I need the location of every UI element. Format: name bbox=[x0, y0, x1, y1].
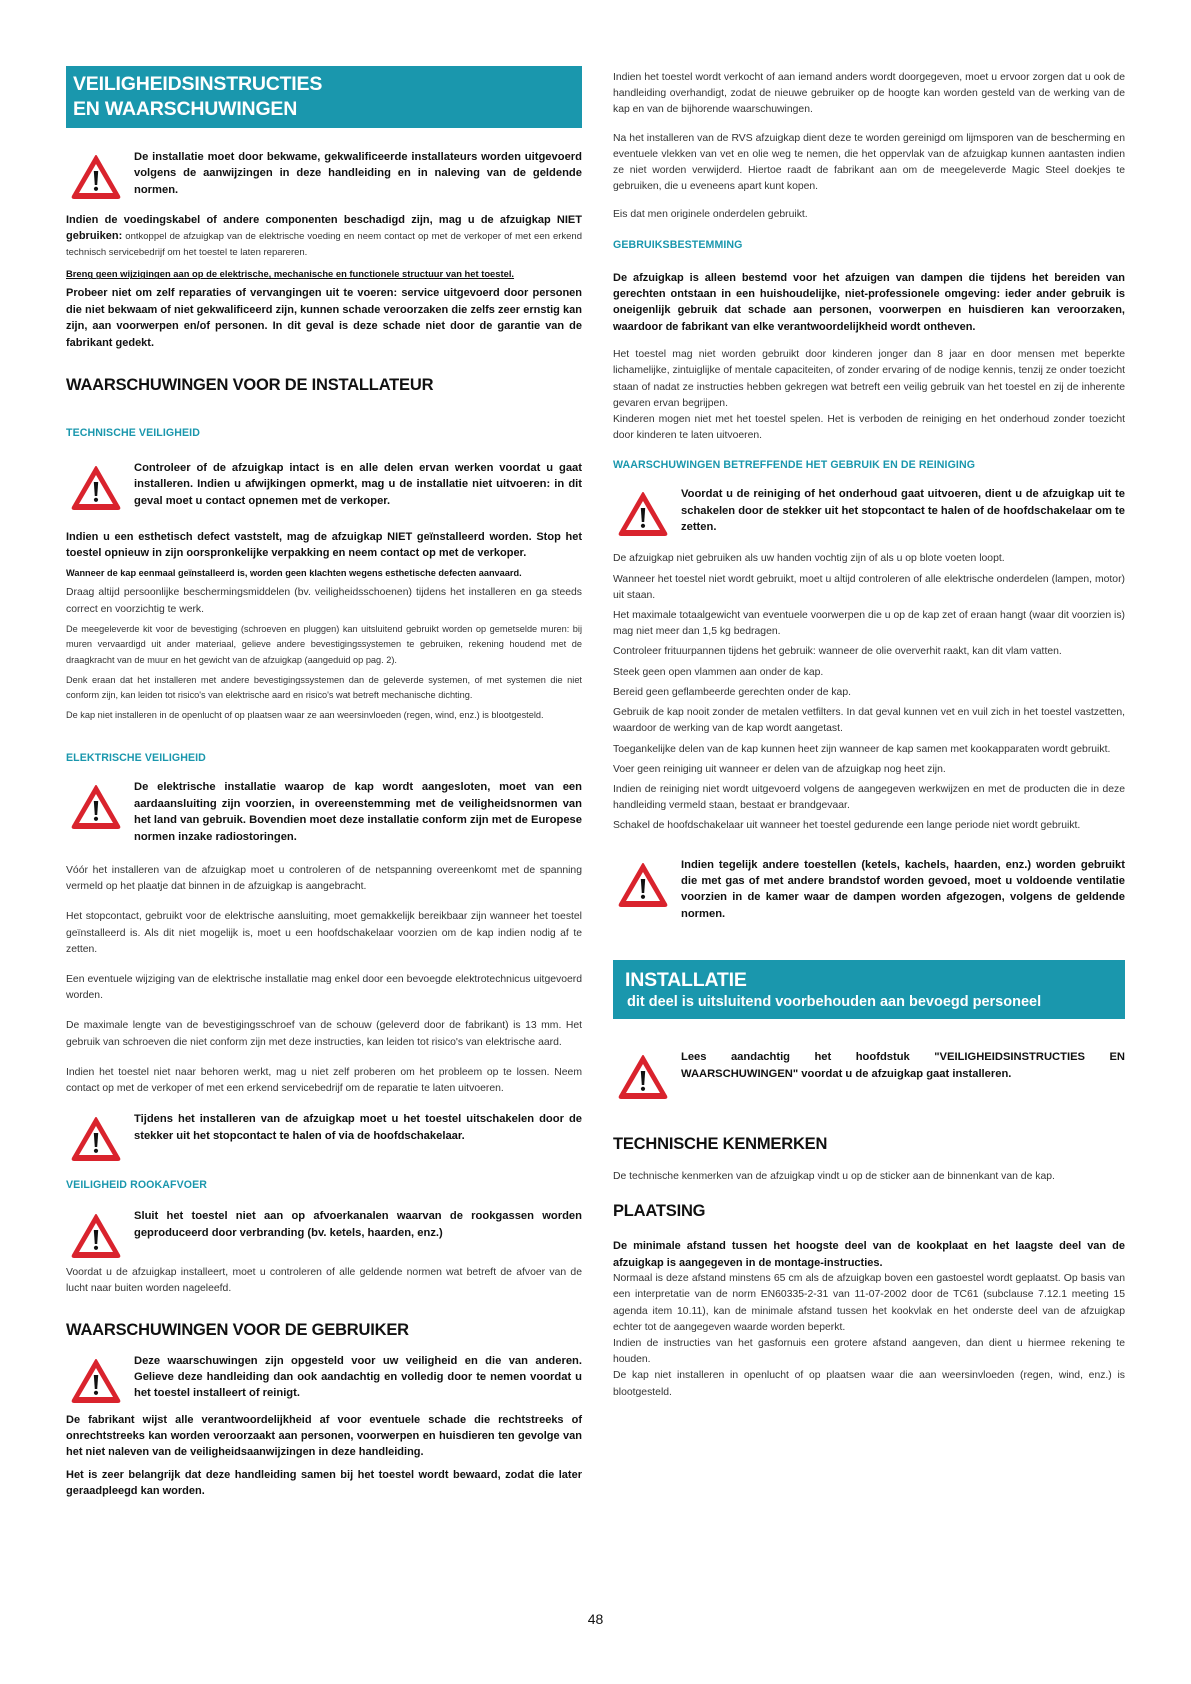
heading-user: WAARSCHUWINGEN VOOR DE GEBRUIKER bbox=[66, 1320, 409, 1339]
warning-text: Voordat u de reiniging of het onderhoud gaat uitvoeren, dient u de afzuigkap uit te schakelen door de stekker uit het stopcontact te halen of de hoofdschakelaar om te zetten. bbox=[681, 488, 1125, 534]
section-banner-installation bbox=[613, 960, 1125, 1019]
left-column bbox=[66, 66, 582, 1500]
page-number: 48 bbox=[587, 1611, 604, 1627]
paragraph-malfunction: Indien het toestel niet naar behoren werkt, mag u niet zelf proberen om het probleem op te lossen. Neem contact op met de verkoper of met een erkend servicebedrijf om de reparatie te laten uitvoeren. bbox=[66, 1066, 582, 1095]
usage-list bbox=[613, 551, 1125, 834]
list-item: De afzuigkap niet gebruiken als uw handen vochtig zijn of als u op blote voeten loopt. bbox=[613, 553, 1005, 565]
list-item: Schakel de hoofdschakelaar uit wanneer het toestel gedurende een lange periode niet wordt gebruikt. bbox=[613, 820, 1081, 832]
paragraph-children: Het toestel mag niet worden gebruikt door kinderen jonger dan 8 jaar en door mensen met beperkte lichamelijke, zintuiglijke of mentale capaciteiten, of zonder ervaring of de nodige kennis, tenzij ze onder toezicht staan of nadat ze instructies hebben gekregen wat betreft een veilig gebruik van het toestel en zij de inherente gevaren ervan begrijpen. bbox=[613, 349, 1125, 409]
warning-text: De installatie moet door bekwame, gekwalificeerde installateurs worden uitgevoerd volgens de aanwijzingen in deze handleiding en in naleving van de geldende normen. bbox=[134, 151, 582, 196]
warning-block bbox=[66, 1208, 582, 1259]
warning-block bbox=[66, 779, 582, 845]
banner-installation-subtitle: dit deel is uitsluitend voorbehouden aan bevoegd personeel bbox=[627, 994, 1042, 1011]
paragraph-children-play: Kinderen mogen niet met het toestel spelen. Het is verboden de reiniging en het onderhoud zonder toezicht door kinderen te laten uitvoeren. bbox=[613, 414, 1125, 442]
paragraph-placement-outdoor: De kap niet installeren in openlucht of op plaatsen waar die aan weersinvloeden (regen, wind, enz.) is blootgesteld. bbox=[613, 1370, 1125, 1398]
warning-block bbox=[66, 149, 582, 200]
paragraph-placement-gas: Indien de instructies van het gasfornuis een grotere afstand aangeven, dan dient u hiermee rekening te houden. bbox=[613, 1337, 1125, 1366]
paragraph-exhaust: Voordat u de afzuigkap installeert, moet u controleren of alle geldende normen wat betreft de afvoer van de lucht naar buiten worden nageleefd. bbox=[66, 1267, 582, 1295]
paragraph-fixing-kit: De meegeleverde kit voor de bevestiging (schroeven en pluggen) kan uitsluitend gebruikt worden op gemetselde muren: bij muren vervaardigd uit ander materiaal, gelieve andere bevestigingssystemen te gebruiken, rekening houdend met de draagkracht van de muur en het gewicht van de afzuigkap (aangeduid op pag. 2). bbox=[66, 623, 582, 666]
warning-text: Deze waarschuwingen zijn opgesteld voor uw veiligheid en die van anderen. Gelieve deze handleiding dan ook aandachtig en volledig door te nemen voordat u het toestel installeert of reinigt. bbox=[134, 1354, 582, 1400]
paragraph-placement-bold: De minimale afstand tussen het hoogste deel van de kookplaat en het laagste deel van de afzuigkap is aangegeven in de montage-instructies. bbox=[613, 1240, 1125, 1269]
banner-installation-title: INSTALLATIE bbox=[625, 969, 747, 992]
paragraph-keep-manual: Het is zeer belangrijk dat deze handleiding samen bij het toestel wordt bewaard, zodat die later geraadpleegd kan worden. bbox=[66, 1468, 582, 1498]
warning-triangle-icon bbox=[70, 1115, 122, 1162]
warning-triangle-icon bbox=[70, 1357, 122, 1404]
paragraph-repair: Probeer niet om zelf reparaties of vervangingen uit te voeren: service uitgevoerd door personen die niet bekwaam of niet gekwalificeerd zijn, kunnen schade veroorzaken die zelfs zeer ernstig kan zijn, aan voorwerpen en/of personen. In dit geval is deze schade niet door de garantie van de fabrikant gedekt. bbox=[66, 287, 582, 349]
warning-block bbox=[66, 1353, 582, 1404]
warning-text: Tijdens het installeren van de afzuigkap moet u het toestel uitschakelen door de stekker uit het stopcontact te halen of via de hoofdschakelaar. bbox=[134, 1113, 582, 1142]
warning-block bbox=[66, 1111, 582, 1162]
list-item: Gebruik de kap nooit zonder de metalen vetfilters. In dat geval kunnen vet en vuil zich in het toestel vastzetten, waardoor de werking van de kap wordt aangetast. bbox=[613, 707, 1125, 735]
paragraph-original-parts: Eis dat men originele onderdelen gebruikt. bbox=[613, 209, 808, 221]
paragraph-socket: Het stopcontact, gebruikt voor de elektrische aansluiting, moet gemakkelijk bereikbaar zijn wanneer het toestel geïnstalleerd is. Als dit niet mogelijk is, moet u een hoofdschakelaar voorzien om de kap indien nodig af te zetten. bbox=[66, 911, 582, 955]
paragraph-voltage: Vóór het installeren van de afzuigkap moet u controleren of de netspanning overeenkomt met de spanning vermeld op het plaatje dat binnen in de afzuigkap is aangebracht. bbox=[66, 865, 582, 893]
warning-block bbox=[613, 486, 1125, 537]
paragraph-liability: De fabrikant wijst alle verantwoordelijkheid af voor eventuele schade die rechtstreeks of onrechtstreeks kan worden veroorzaakt aan personen, voorwerpen en huisdieren ten gevolge van het niet naleven van de veiligheidsaanwijzingen in deze handleiding. bbox=[66, 1413, 582, 1459]
warning-triangle-icon bbox=[70, 153, 122, 200]
warning-block bbox=[613, 1049, 1125, 1100]
paragraph-supply-cable bbox=[66, 213, 582, 260]
warning-block bbox=[66, 460, 582, 511]
warning-triangle-icon bbox=[617, 490, 669, 537]
warning-triangle-icon bbox=[617, 861, 669, 908]
banner-title-line2: EN WAARSCHUWINGEN bbox=[73, 98, 298, 120]
warning-text: Lees aandachtig het hoofdstuk "VEILIGHEIDSINSTRUCTIES EN WAARSCHUWINGEN" voordat u de afzuigkap gaat installeren. bbox=[681, 1051, 1125, 1080]
warning-triangle-icon bbox=[70, 783, 122, 830]
paragraph-protective-wear: Draag altijd persoonlijke beschermingsmiddelen (bv. veiligheidsschoenen) tijdens het installeren en ga steeds correct en voorzichtig te werk. bbox=[66, 587, 582, 615]
paragraph-placement-distance: Normaal is deze afstand minstens 65 cm als de afzuigkap boven een gastoestel wordt geplaatst. Op basis van een interpretatie van de norm EN60335-2-31 van 11-07-2002 door de TC61 (subclause 7.12.1 meeting 15 agenda item 10.11), kan de minimale afstand tussen het kookvlak en het onderste deel van de afzuigkap echter tot de aangegeven waarde worden beperkt. bbox=[613, 1273, 1125, 1333]
warning-text: Indien tegelijk andere toestellen (ketels, kachels, haarden, enz.) worden gebruikt die met gas of met andere brandstof worden gevoed, moet u voldoende ventilatie voorzien in de kamer waar de dampen worden afgezogen, volgens de geldende normen. bbox=[681, 858, 1125, 920]
list-item: Steek geen open vlammen aan onder de kap. bbox=[613, 666, 824, 678]
heading-placement: PLAATSING bbox=[613, 1202, 706, 1221]
paragraph-intended-use: De afzuigkap is alleen bestemd voor het afzuigen van dampen die tijdens het bereiden van gerechten ontstaan in een huishoudelijke, niet-professionele omgeving: ieder ander gebruik is oneigenlijk gebruik dat schade aan personen, voorwerpen en huisdieren kan veroorzaken, waardoor de fabrikant van elke verantwoordelijkheid wordt ontheven. bbox=[613, 271, 1125, 333]
paragraph-claims: Wanneer de kap eenmaal geïnstalleerd is, worden geen klachten wegens esthetische defecten aanvaard. bbox=[66, 567, 522, 578]
list-item: Voer geen reiniging uit wanneer er delen van de afzuigkap nog heet zijn. bbox=[613, 763, 946, 775]
heading-use-cleaning: WAARSCHUWINGEN BETREFFENDE HET GEBRUIK EN DE REINIGING bbox=[613, 459, 976, 472]
heading-intended-use: GEBRUIKSBESTEMMING bbox=[613, 238, 743, 251]
list-item: Indien de reiniging niet wordt uitgevoerd volgens de aangegeven werkwijzen en met de producten die in deze handleiding vermeld staan, bestaat er brandgevaar. bbox=[613, 783, 1125, 812]
list-item: Bereid geen geflambeerde gerechten onder de kap. bbox=[613, 686, 852, 698]
list-item: Wanneer het toestel niet wordt gebruikt, moet u altijd controleren of alle elektrische onderdelen (lampen, motor) uit staan. bbox=[613, 573, 1125, 601]
paragraph-other-systems: Denk eraan dat het installeren met andere bevestigingssystemen dan de geleverde systemen, of met systemen die niet conform zijn, kan leiden tot risico's van elektrische aard en risico's wat betreft mechanische dichting. bbox=[66, 674, 582, 701]
heading-installer: WAARSCHUWINGEN VOOR DE INSTALLATEUR bbox=[66, 376, 434, 395]
list-item: Het maximale totaalgewicht van eventuele voorwerpen die u op de kap zet of eraan hangt (waar dit voorzien is) mag niet meer dan 1,5 kg bedragen. bbox=[613, 610, 1125, 638]
paragraph-screw-length: De maximale lengte van de bevestigingsschroef van de schouw (geleverd door de fabrikant) is 13 mm. Het gebruik van schroeven die niet conform zijn met deze instructies, kan leiden tot risico's van elektrische aard. bbox=[66, 1020, 582, 1048]
right-column bbox=[613, 66, 1125, 1401]
supply-cable-rest: ontkoppel de afzuigkap van de elektrische voeding en neem contact op met de verkoper of met een erkend technisch servicebedrijf om het toestel te laten repareren. bbox=[66, 230, 582, 258]
underlined-notice: Breng geen wijzigingen aan op de elektrische, mechanische en functionele structuur van het toestel. bbox=[66, 268, 515, 280]
warning-text: Sluit het toestel niet aan op afvoerkanalen waarvan de rookgassen worden geproduceerd door verbranding (bv. ketels, haarden, enz.) bbox=[134, 1210, 582, 1239]
warning-text: De elektrische installatie waarop de kap wordt aangesloten, moet van een aardaansluiting zijn voorzien, in overeenstemming met de veiligheidsnormen van het land van gebruik. Bovendien moet deze installatie conform zijn met de Europese normen inzake radiostoringen. bbox=[134, 781, 582, 843]
banner-title-line1: VEILIGHEIDSINSTRUCTIES bbox=[73, 73, 323, 95]
warning-triangle-icon bbox=[70, 1212, 122, 1259]
heading-electrical-safety: ELEKTRISCHE VEILIGHEID bbox=[66, 752, 206, 765]
warning-triangle-icon bbox=[70, 464, 122, 511]
list-item: Toegankelijke delen van de kap kunnen heet zijn wanneer de kap samen met kookapparaten wordt gebruikt. bbox=[613, 743, 1111, 755]
section-banner-safety bbox=[66, 66, 582, 128]
heading-smoke-safety: VEILIGHEID ROOKAFVOER bbox=[66, 1179, 208, 1192]
paragraph-technical-features: De technische kenmerken van de afzuigkap vindt u op de sticker aan de binnenkant van de kap. bbox=[613, 1171, 1055, 1183]
paragraph-modification: Een eventuele wijziging van de elektrische installatie mag enkel door een bevoegde elektrotechnicus uitgevoerd worden. bbox=[66, 974, 582, 1002]
heading-technical-features: TECHNISCHE KENMERKEN bbox=[613, 1135, 828, 1154]
warning-block bbox=[613, 857, 1125, 923]
heading-technical-safety: TECHNISCHE VEILIGHEID bbox=[66, 427, 200, 440]
list-item: Controleer frituurpannen tijdens het gebruik: wanneer de olie oververhit raakt, kan dit vlam vatten. bbox=[613, 646, 1062, 658]
warning-text: Controleer of de afzuigkap intact is en alle delen ervan werken voordat u gaat installeren. Indien u afwijkingen opmerkt, mag u de installatie niet uitvoeren: in dit geval moet u contact opnemen met de verkoper. bbox=[134, 462, 582, 507]
paragraph-defect: Indien u een esthetisch defect vaststelt, mag de afzuigkap NIET geïnstalleerd worden. Stop het toestel opnieuw in zijn oorspronkelijke verpakking en neem contact op met de verkoper. bbox=[66, 531, 582, 560]
paragraph-rvs-cleaning: Na het installeren van de RVS afzuigkap dient deze te worden gereinigd om lijmsporen van de bescherming en eventuele vlekken van vet en olie weg te nemen, die het oppervlak van de afzuigkap kunnen aantasten indien ze niet worden verwijderd. Hiertoe raadt de fabrikant aan om de meegeleverde Magic Steel doekjes te gebruiken, die u eveneens apart kunt kopen. bbox=[613, 132, 1125, 193]
warning-triangle-icon bbox=[617, 1053, 669, 1100]
paragraph-sold: Indien het toestel wordt verkocht of aan iemand anders wordt doorgegeven, moet u ervoor zorgen dat u ook de handleiding overhandigt, zodat de nieuwe gebruiker op de hoogte kan worden gesteld van de werking van de kap en van de bijhorende waarschuwingen. bbox=[613, 72, 1125, 116]
paragraph-outdoor: De kap niet installeren in de openlucht of op plaatsen waar ze aan weersinvloeden (regen, wind, enz.) is blootgesteld. bbox=[66, 709, 544, 720]
supply-cable-bold: Indien de voedingskabel of andere componenten beschadigd zijn, mag u de afzuigkap NIET gebruiken: bbox=[66, 214, 582, 242]
